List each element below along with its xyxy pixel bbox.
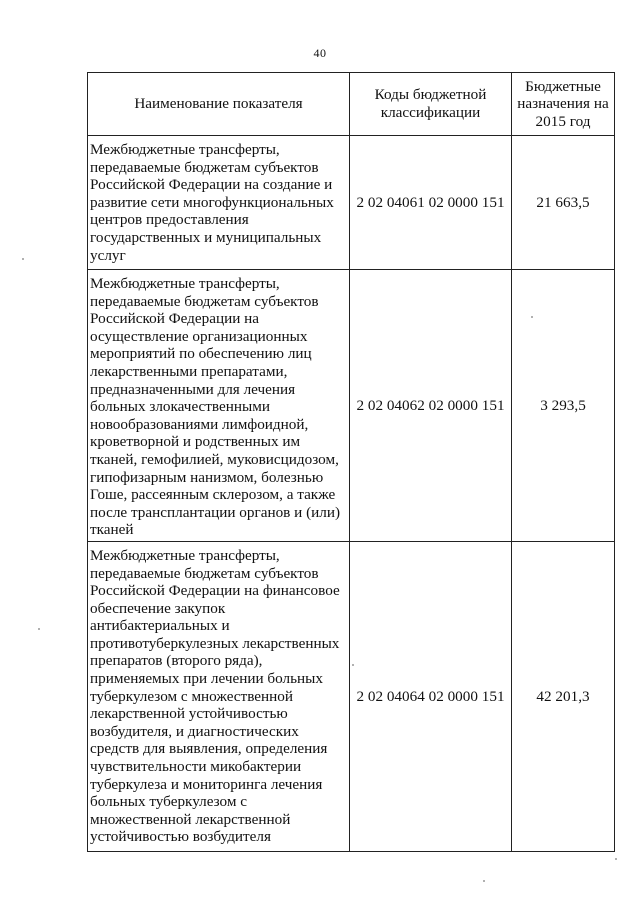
indicator-name-cell: Межбюджетные трансферты, передаваемые бюджетам субъектов Российской Федерации на осуществление организационных мероприятий по обеспечению лиц лекарственными препаратами, предназначенными для лечения больных злокачественными новообразованиями лимфоидной, кроветворной и родственных им тканей, гемофилией, муковисцидозом, гипофизарным нанизмом, болезнью Гоше, рассеянным склерозом, а также после трансплантации органов и (или) тканей — [88, 270, 350, 542]
scan-speck — [531, 316, 533, 318]
scan-speck — [22, 258, 24, 260]
budget-code-cell: 2 02 04062 02 0000 151 — [350, 270, 512, 542]
indicator-name-cell: Межбюджетные трансферты, передаваемые бюджетам субъектов Российской Федерации на финансовое обеспечение закупок антибактериальных и противотуберкулезных лекарственных препаратов (второго ряда), применяемых при лечении больных туберкулезом с множественной лекарственной устойчивостью возбудителя, и диагностических средств для выявления, определения чувствительности микобактерии туберкулеза и мониторинга лечения больных туберкулезом с множественной лекарственной устойчивостью возбудителя — [88, 541, 350, 851]
budget-code-cell: 2 02 04064 02 0000 151 — [350, 541, 512, 851]
scan-speck — [483, 880, 485, 882]
table-row — [88, 270, 615, 542]
scan-speck — [38, 628, 40, 630]
budget-table — [87, 72, 615, 852]
table-row — [88, 541, 615, 851]
column-header-code: Коды бюджетной классификации — [350, 73, 512, 136]
scan-speck — [352, 664, 354, 666]
column-header-amount: Бюджетные назначения на 2015 год — [512, 73, 615, 136]
column-header-name: Наименование показателя — [88, 73, 350, 136]
amount-cell: 21 663,5 — [512, 136, 615, 270]
budget-code-cell: 2 02 04061 02 0000 151 — [350, 136, 512, 270]
amount-cell: 3 293,5 — [512, 270, 615, 542]
table-row — [88, 136, 615, 270]
amount-cell: 42 201,3 — [512, 541, 615, 851]
table-header-row — [88, 73, 615, 136]
scan-speck — [615, 858, 617, 860]
indicator-name-cell: Межбюджетные трансферты, передаваемые бюджетам субъектов Российской Федерации на создание и развитие сети многофункциональных центров предоставления государственных и муниципальных услуг — [88, 136, 350, 270]
page-number: 40 — [313, 46, 327, 60]
